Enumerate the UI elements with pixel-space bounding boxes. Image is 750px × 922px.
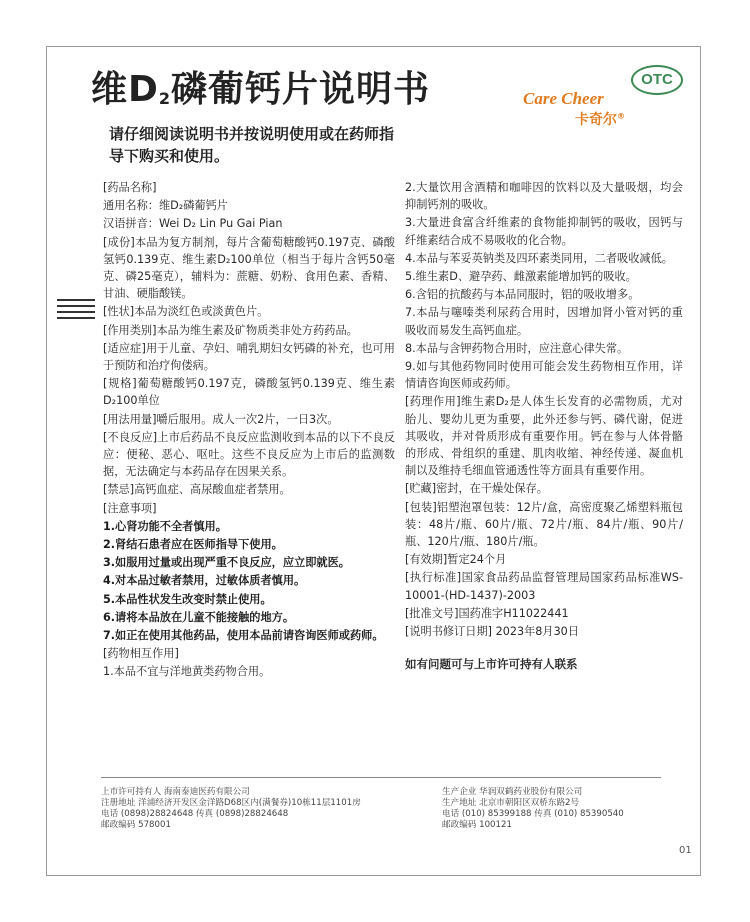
- footer-holder-info: [101, 787, 421, 831]
- footer-line: 邮政编码 100121: [442, 820, 512, 830]
- paragraph: 2.肾结石患者应在医师指导下使用。: [103, 538, 283, 552]
- paragraph: 4.对本品过敏者禁用，过敏体质者慎用。: [103, 574, 306, 588]
- paragraph: 9.如与其他药物同时使用可能会发生药物相互作用，详情请咨询医师或药师。: [405, 360, 683, 391]
- paragraph: [批准文号]国药准字H11022441: [405, 606, 569, 620]
- paragraph: [药品名称]: [103, 181, 157, 194]
- contact-note: 如有问题可与上市许可持有人联系: [405, 657, 578, 672]
- paragraph: 汉语拼音：Wei D₂ Lin Pu Gai Pian: [103, 217, 283, 231]
- paragraph: [成份]本品为复方制剂，每片含葡萄糖酸钙0.197克、磷酸氢钙0.139克、维生素D₂100单位（相当于每片含钙50毫克、磷25毫克），辅料为：蔗糖、奶粉、食用色素、香精、甘油、硬脂酸镁。: [103, 235, 395, 301]
- intro-notice: 请仔细阅读说明书并按说明使用或在药师指导下购买和使用。: [109, 125, 395, 165]
- paragraph: 3.如服用过量或出现严重不良反应，应立即就医。: [103, 556, 350, 570]
- paragraph: [执行标准]国家食品药品监督管理局国家药品标准WS-10001-(HD-1437)-2003: [405, 571, 683, 602]
- paragraph: 通用名称：维D₂磷葡钙片: [103, 199, 228, 213]
- footer-line: 生产企业 华润双鹤药业股份有限公司: [442, 787, 583, 797]
- brand-logo-en: Care Cheer: [523, 89, 604, 108]
- paragraph: [性状]本品为淡红色或淡黄色片。: [103, 305, 269, 319]
- paragraph: 2.大量饮用含酒精和咖啡因的饮料以及大量吸烟，均会抑制钙剂的吸收。: [405, 181, 683, 212]
- paragraph: 3.大量进食富含纤维素的食物能抑制钙的吸收，因钙与纤维素结合成不易吸收的化合物。: [405, 216, 683, 247]
- footer-divider: [101, 777, 661, 778]
- paragraph: 5.本品性状发生改变时禁止使用。: [103, 592, 272, 606]
- paragraph: [贮藏]密封，在干燥处保存。: [405, 482, 548, 496]
- paragraph: [用法用量]嚼后服用。成人一次2片，一日3次。: [103, 412, 339, 426]
- otc-badge: OTC: [631, 65, 683, 95]
- footer-line: 注册地址 洋浦经济开发区金洋路D68区内(满餐券)10栋11层1101房: [101, 798, 361, 808]
- paragraph: [作用类别]本品为维生素及矿物质类非处方药药品。: [103, 323, 358, 337]
- left-column: [103, 179, 395, 682]
- paragraph: [注意事项]: [103, 501, 157, 515]
- paragraph: [有效期]暂定24个月: [405, 553, 507, 567]
- paragraph: 6.含铝的抗酸药与本品同服时，铝的吸收增多。: [405, 288, 640, 302]
- right-column: [405, 179, 683, 673]
- footer-line: 电话 (0898)28824648 传真 (0898)28824648: [101, 809, 289, 819]
- paragraph: [说明书修订日期] 2023年8月30日: [405, 625, 579, 639]
- paragraph: 5.维生素D、避孕药、雌激素能增加钙的吸收。: [405, 270, 637, 284]
- paragraph: 6.请将本品放在儿童不能接触的地方。: [103, 610, 295, 624]
- paragraph: 1.本品不宜与洋地黄类药物合用。: [103, 665, 271, 679]
- paragraph: [适应症]用于儿童、孕妇、哺乳期妇女钙磷的补充，也可用于预防和治疗佝偻病。: [103, 341, 395, 373]
- paragraph: 7.本品与噻嗪类利尿药合用时，因增加肾小管对钙的重吸收而易发生高钙血症。: [405, 306, 683, 337]
- footer-line: 上市许可持有人 海南泰迪医药有限公司: [101, 787, 250, 797]
- paragraph: 8.本品与含钾药物合用时，应注意心律失常。: [405, 341, 629, 355]
- footer-manufacturer-info: [442, 787, 682, 831]
- paragraph: 1.心肾功能不全者慎用。: [103, 519, 227, 533]
- paragraph: [规格]葡萄糖酸钙0.197克，磷酸氢钙0.139克、维生素D₂100单位: [103, 377, 395, 408]
- paragraph: 4.本品与苯妥英钠类及四环素类同用，二者吸收减低。: [405, 251, 673, 265]
- page-number: 01: [679, 845, 692, 856]
- paragraph: [不良反应]上市后药品不良反应监测收到本品的以下不良反应：便秘、恶心、呕吐。这些不良反应为上市后的监测数据，无法确定与本药品存在因果关系。: [103, 430, 395, 479]
- paragraph: [药理作用]维生素D₂是人体生长发育的必需物质，尤对胎儿、婴幼儿更为重要，此外还参与钙、磷代谢，促进其吸收，并对骨质形成有重要作用。钙在参与人体骨骼的形成、骨组织的重建、肌肉收缩、神经传递、凝血机制以及维持毛细血管通透性等方面具有重要作用。: [405, 395, 683, 478]
- brand-logo-cn: 卡奇尔®: [575, 111, 625, 128]
- binding-marks: [57, 299, 95, 323]
- paragraph: [包装]铝塑泡罩包装：12片/盒，高密度聚乙烯塑料瓶包装：48片/瓶、60片/瓶、72片/瓶、84片/瓶、90片/瓶、120片/瓶、180片/瓶。: [405, 500, 683, 549]
- footer-line: 电话 (010) 85399188 传真 (010) 85390540: [442, 809, 624, 819]
- paragraph: [药物相互作用]: [103, 647, 179, 661]
- paragraph: 7.如正在使用其他药品，使用本品前请咨询医师或药师。: [103, 629, 384, 643]
- instruction-sheet: [46, 46, 701, 876]
- paragraph: [禁忌]高钙血症、高尿酸血症者禁用。: [103, 483, 291, 497]
- page-title: 维$D_2$磷葡钙片说明书: [91, 69, 431, 110]
- footer-line: 生产地址 北京市朝阳区双桥东路2号: [442, 798, 580, 808]
- footer-line: 邮政编码 578001: [101, 820, 171, 830]
